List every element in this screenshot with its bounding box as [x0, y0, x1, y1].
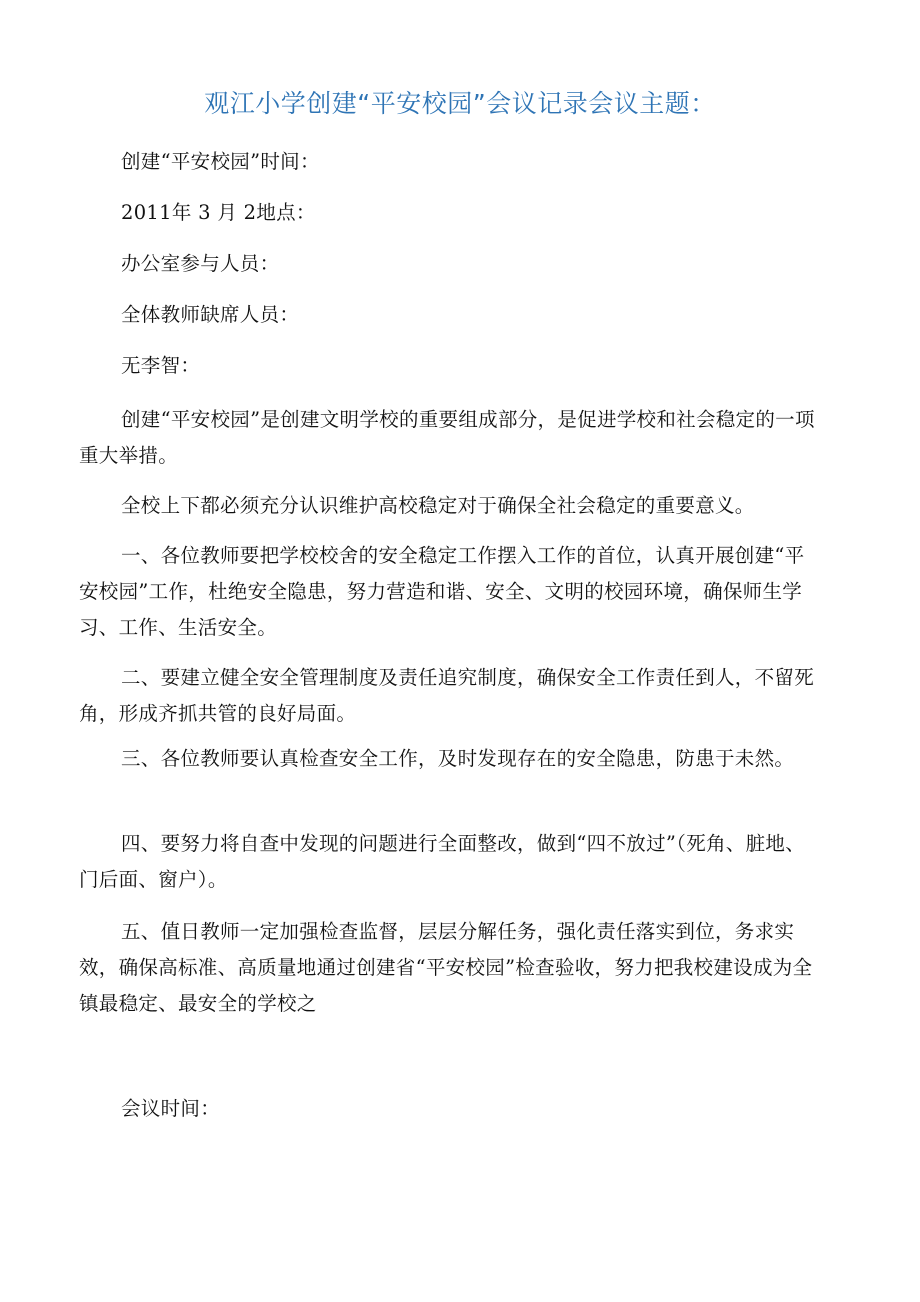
paragraph-item-4: 四、要努力将自查中发现的问题进行全面整改，做到“四不放过”（死角、脏地、门后面、窗户）。: [79, 832, 805, 891]
topic-line: 创建“平安校园”时间：: [121, 150, 320, 173]
paragraph-importance: 全校上下都必须充分认识维护高校稳定对于确保全社会稳定的重要意义。: [121, 494, 755, 517]
paragraph-item-2: 二、要建立健全安全管理制度及责任追究制度，确保安全工作责任到人，不留死角，形成齐抓共管的良好局面。: [79, 666, 815, 725]
paragraph-item-3: 三、各位教师要认真检查安全工作，及时发现存在的安全隐患，防患于未然。: [121, 747, 795, 770]
document-title: 观江小学创建“平安校园”会议记录会议主题：: [204, 89, 716, 118]
date-line: 2011年 3 月 2地点：: [121, 201, 316, 224]
paragraph-item-1: 一、各位教师要把学校校舍的安全稳定工作摆入工作的首位，认真开展创建“平安校园”工作，杜绝安全隐患，努力营造和谐、安全、文明的校园环境，确保师生学习、工作、生活安全。: [79, 544, 805, 639]
absentees-line: 无李智：: [121, 354, 201, 377]
paragraph-intro: 创建“平安校园”是创建文明学校的重要组成部分，是促进学校和社会稳定的一项重大举措。: [79, 408, 815, 467]
meeting-time-line: 会议时间：: [121, 1097, 221, 1120]
participants-line: 全体教师缺席人员：: [121, 303, 300, 326]
paragraph-item-5: 五、值日教师一定加强检查监督，层层分解任务，强化责任落实到位，务求实效，确保高标准、高质量地通过创建省“平安校园”检查验收，努力把我校建设成为全镇最稳定、最安全的学校之: [79, 920, 813, 1015]
location-line: 办公室参与人员：: [121, 252, 280, 275]
